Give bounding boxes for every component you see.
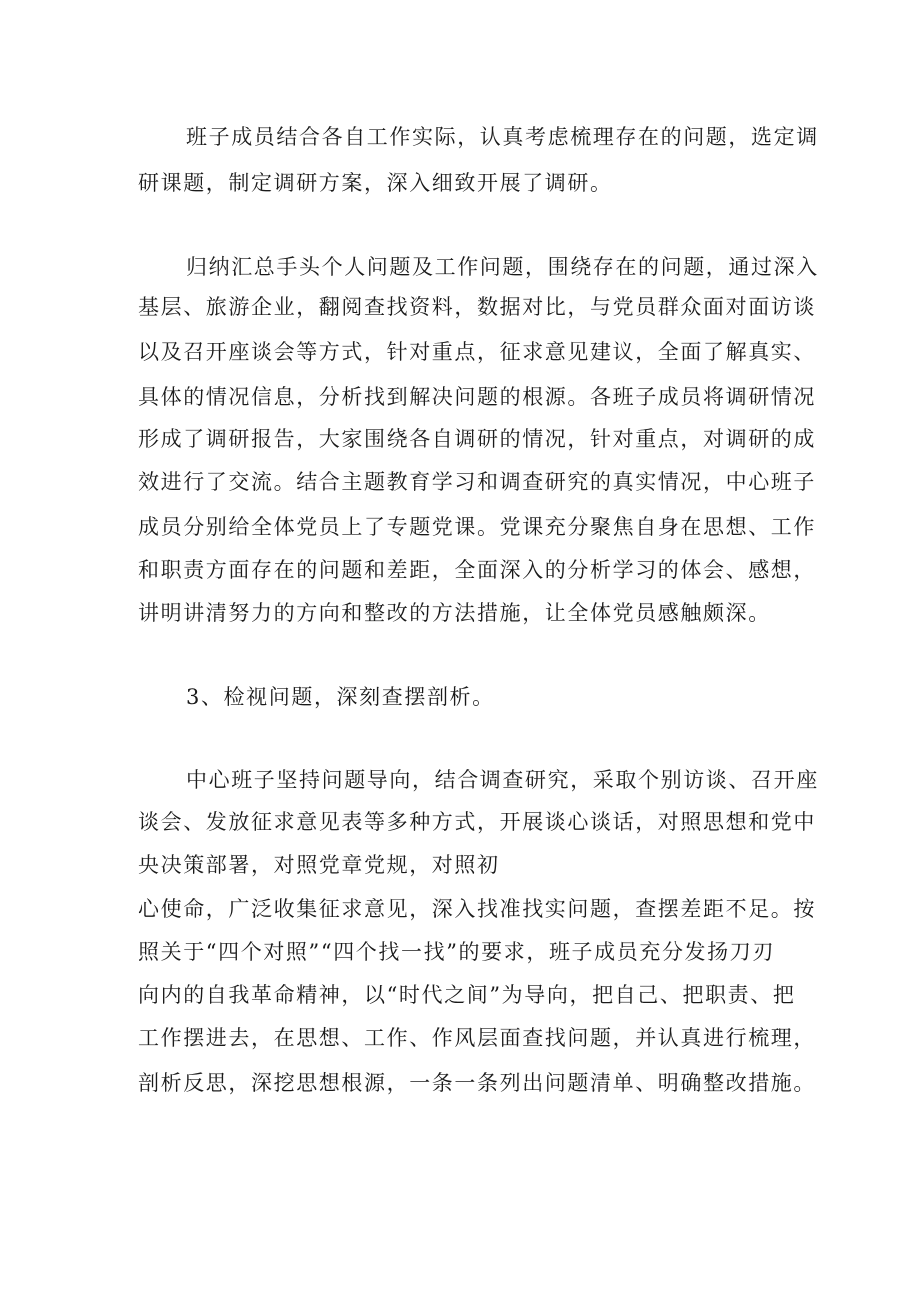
paragraph-4-line-5: 照关于“四个对照”“四个找一找”的要求，班子成员充分发扬刀刃 xyxy=(138,940,775,964)
paragraph-2-line-4: 具体的情况信息，分析找到解决问题的根源。各班子成员将调研情况 xyxy=(138,385,816,409)
paragraph-4-line-8: 剖析反思，深挖思想根源，一条一条列出问题清单、明确整改措施。 xyxy=(138,1071,816,1095)
paragraph-2-line-1: 归纳汇总手头个人问题及工作问题，围绕存在的问题，通过深入 xyxy=(186,255,819,279)
paragraph-4-line-3: 央决策部署，对照党章党规，对照初 xyxy=(138,853,500,877)
paragraph-2-line-6: 效进行了交流。结合主题教育学习和调查研究的真实情况，中心班子 xyxy=(138,470,816,494)
paragraph-2-line-7: 成员分别给全体党员上了专题党课。党课充分聚焦自身在思想、工作 xyxy=(138,515,816,539)
paragraph-2-line-2: 基层、旅游企业，翻阅查找资料，数据对比，与党员群众面对面访谈 xyxy=(138,295,816,319)
paragraph-4-line-6: 向内的自我革命精神，以“时代之间”为导向，把自己、把职责、把 xyxy=(138,983,796,1007)
paragraph-4-line-1: 中心班子坚持问题导向，结合调查研究，采取个别访谈、召开座 xyxy=(186,768,819,792)
paragraph-1-line-2: 研课题，制定调研方案，深入细致开展了调研。 xyxy=(138,171,613,195)
paragraph-2-line-9: 讲明讲清努力的方向和整改的方法措施，让全体党员感触颇深。 xyxy=(138,601,771,625)
section-heading-3: 3、检视问题，深刻查摆剖析。 xyxy=(186,685,495,709)
paragraph-2-line-5: 形成了调研报告，大家围绕各自调研的情况，针对重点，对调研的成 xyxy=(138,427,816,451)
paragraph-2-line-8: 和职责方面存在的问题和差距，全面深入的分析学习的体会、感想， xyxy=(138,558,816,582)
paragraph-1-line-1: 班子成员结合各自工作实际，认真考虑梳理存在的问题，选定调 xyxy=(186,125,819,149)
paragraph-4-line-7: 工作摆进去，在思想、工作、作风层面查找问题，并认真进行梳理， xyxy=(138,1026,816,1050)
paragraph-2-line-3: 以及召开座谈会等方式，针对重点，征求意见建议，全面了解真实、 xyxy=(138,340,816,364)
paragraph-4-line-4: 心使命，广泛收集征求意见，深入找准找实问题，查摆差距不足。按 xyxy=(138,897,816,921)
paragraph-4-line-2: 谈会、发放征求意见表等多种方式，开展谈心谈话，对照思想和党中 xyxy=(138,810,816,834)
